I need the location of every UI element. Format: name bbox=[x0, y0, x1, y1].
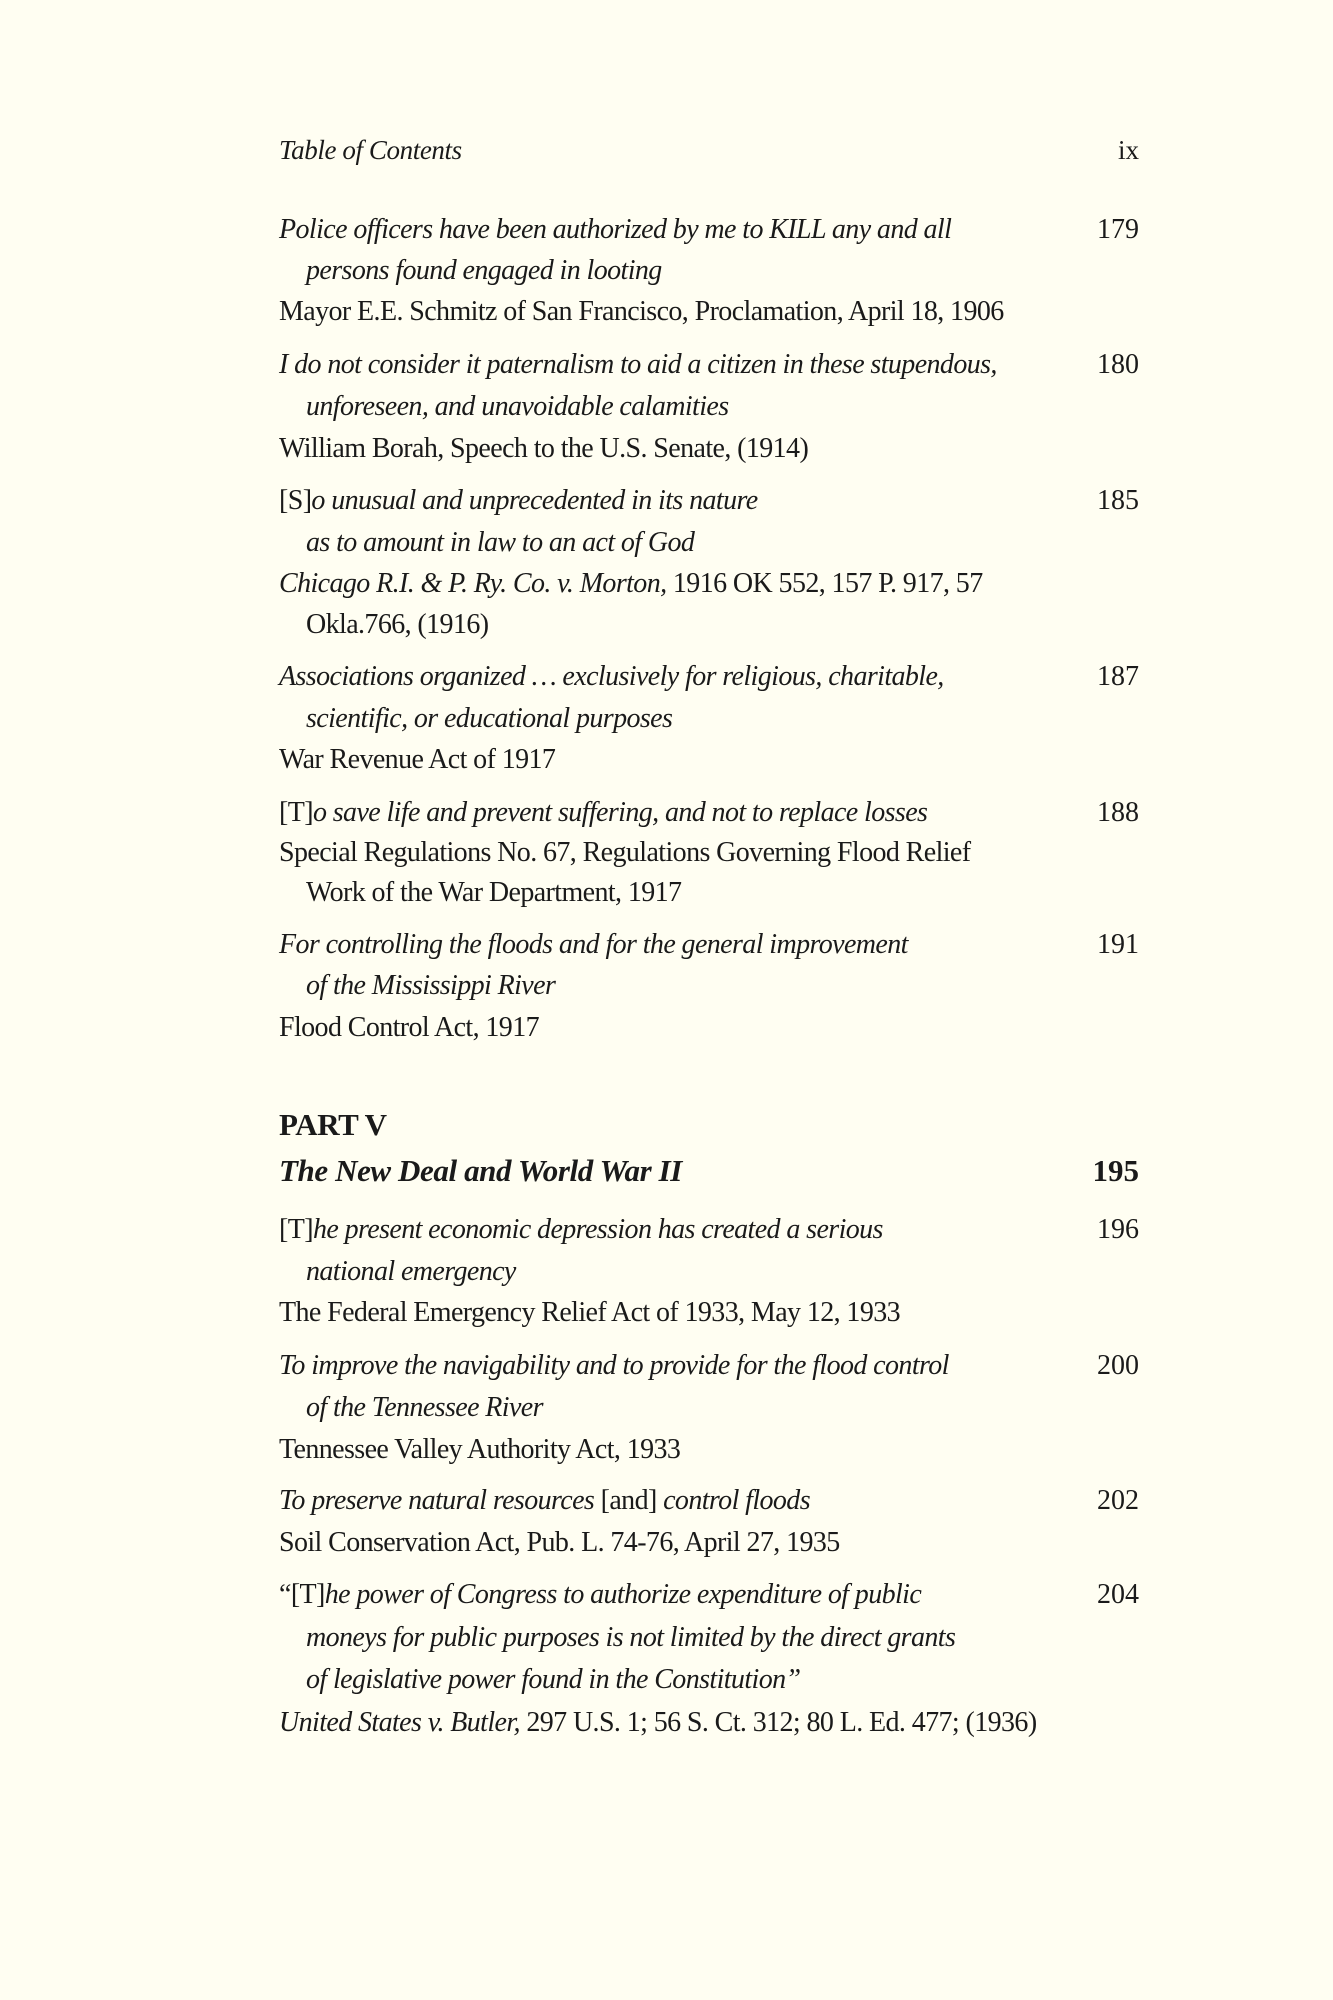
entry-quote-line: of the Mississippi River bbox=[306, 970, 556, 1001]
entry-source-line bbox=[279, 1702, 1037, 1744]
editorial-bracket: [and] bbox=[600, 1485, 657, 1516]
entry-source-line: War Revenue Act of 1917 bbox=[279, 744, 556, 775]
entry-page-number: 188 bbox=[1097, 797, 1139, 828]
part-page-number: 195 bbox=[1092, 1153, 1139, 1188]
running-head bbox=[279, 132, 1139, 168]
entry-source-line: Mayor E.E. Schmitz of San Francisco, Proclamation, April 18, 1906 bbox=[279, 296, 1004, 327]
entry-quote-line: as to amount in law to an act of God bbox=[306, 527, 695, 558]
entry-page-number: 196 bbox=[1097, 1214, 1139, 1245]
entry-quote-line: scientific, or educational purposes bbox=[306, 703, 673, 734]
entry-quote-line: To improve the navigability and to provide for the flood control bbox=[279, 1350, 949, 1381]
entry-quote-line: of the Tennessee River bbox=[306, 1392, 543, 1423]
entry-quote-line bbox=[279, 480, 758, 522]
quote-text: control floods bbox=[656, 1485, 811, 1516]
quote-text: o unusual and unprecedented in its nature bbox=[311, 485, 758, 516]
entry-quote-line: Police officers have been authorized by me to KILL any and all bbox=[279, 214, 952, 245]
entry-source-line: Flood Control Act, 1917 bbox=[279, 1012, 539, 1043]
entry-quote-line: persons found engaged in looting bbox=[306, 255, 662, 286]
entry-page-number: 185 bbox=[1097, 485, 1139, 516]
entry-source-line: Work of the War Department, 1917 bbox=[306, 877, 682, 908]
entry-page-number: 179 bbox=[1097, 214, 1139, 245]
quote-text: he present economic depression has created a serious bbox=[312, 1214, 883, 1245]
entry-source-line: Tennessee Valley Authority Act, 1933 bbox=[279, 1434, 681, 1465]
part-title: The New Deal and World War II bbox=[279, 1153, 682, 1188]
case-name: Chicago R.I. & P. Ry. Co. v. Morton, bbox=[279, 568, 667, 599]
citation: 1916 OK 552, 157 P. 917, 57 bbox=[666, 568, 983, 599]
part-label: PART V bbox=[279, 1107, 387, 1142]
editorial-bracket: [S] bbox=[279, 485, 312, 516]
entry-source-line: The Federal Emergency Relief Act of 1933, May 12, 1933 bbox=[279, 1297, 901, 1328]
entry-quote-line bbox=[279, 792, 927, 834]
entry-page-number: 200 bbox=[1097, 1350, 1139, 1381]
quote-text: o save life and prevent suffering, and not to replace losses bbox=[312, 797, 928, 828]
entry-quote-line bbox=[279, 1480, 810, 1522]
entry-quote-line: I do not consider it paternalism to aid a citizen in these stupendous, bbox=[279, 349, 997, 380]
editorial-bracket: “[T] bbox=[279, 1579, 325, 1610]
entry-quote-line bbox=[279, 1209, 883, 1251]
entry-source-line: Okla.766, (1916) bbox=[306, 609, 489, 640]
page-folio: ix bbox=[1117, 135, 1139, 165]
editorial-bracket: [T] bbox=[279, 1214, 313, 1245]
quote-text: To preserve natural resources bbox=[279, 1485, 601, 1516]
entry-page-number: 204 bbox=[1097, 1579, 1139, 1610]
entry-page-number: 202 bbox=[1097, 1485, 1139, 1516]
entry-quote-line bbox=[279, 1574, 921, 1616]
entry-source-line: Special Regulations No. 67, Regulations Governing Flood Relief bbox=[279, 837, 971, 868]
citation: 297 U.S. 1; 56 S. Ct. 312; 80 L. Ed. 477; (1936) bbox=[519, 1707, 1037, 1738]
entry-quote-line: For controlling the floods and for the general improvement bbox=[279, 929, 908, 960]
entry-quote-line: unforeseen, and unavoidable calamities bbox=[306, 391, 729, 422]
entry-quote-line: moneys for public purposes is not limited by the direct grants bbox=[306, 1622, 956, 1653]
entry-quote-line: Associations organized … exclusively for religious, charitable, bbox=[279, 661, 944, 692]
entry-quote-line: of legislative power found in the Constitution” bbox=[306, 1664, 801, 1695]
quote-text: he power of Congress to authorize expenditure of public bbox=[324, 1579, 922, 1610]
entry-source-line: Soil Conservation Act, Pub. L. 74-76, April 27, 1935 bbox=[279, 1527, 840, 1558]
running-head-title: Table of Contents bbox=[279, 135, 462, 165]
editorial-bracket: [T] bbox=[279, 797, 313, 828]
entry-source-line: William Borah, Speech to the U.S. Senate, (1914) bbox=[279, 433, 809, 464]
entry-quote-line: national emergency bbox=[306, 1256, 516, 1287]
entry-page-number: 187 bbox=[1097, 661, 1139, 692]
entry-page-number: 180 bbox=[1097, 349, 1139, 380]
case-name: United States v. Butler, bbox=[279, 1707, 520, 1738]
entry-source-line bbox=[279, 563, 983, 605]
entry-page-number: 191 bbox=[1097, 929, 1139, 960]
